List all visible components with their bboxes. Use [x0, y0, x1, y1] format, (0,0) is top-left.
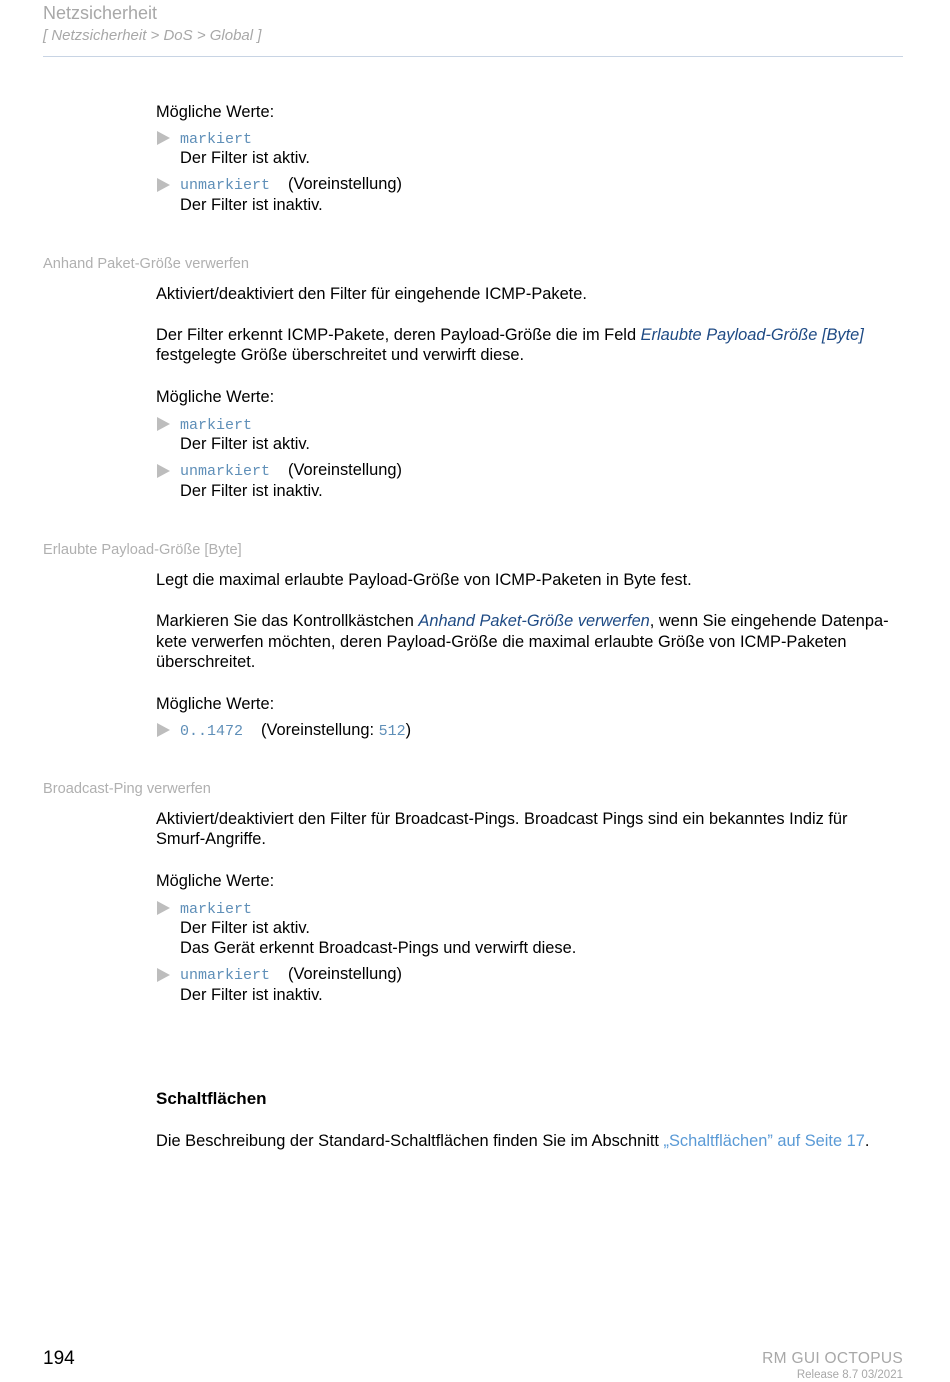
broadcast-desc1: Aktiviert/deaktiviert den Filter für Broadcast-Pings. Broadcast Pings sind ein bekanntes Indiz für [156, 810, 848, 828]
packet-size-desc2-line2: festgelegte Größe überschreitet und verwirft diese. [156, 346, 525, 364]
bullet-arrow-icon [157, 723, 170, 737]
value-unchecked-desc: Der Filter ist inaktiv. [180, 986, 323, 1004]
payload-size-desc2: Markieren Sie das Kontrollkästchen Anhand Paket-Größe verwerfen, wenn Sie eingehende Datenpa- [156, 612, 889, 630]
payload-size-desc2-line3: überschreitet. [156, 653, 256, 671]
value-checked: markiert [180, 417, 253, 434]
section-label-broadcast: Broadcast-Ping verwerfen [43, 781, 211, 797]
footer-product: RM GUI OCTOPUS [762, 1350, 903, 1367]
bullet-arrow-icon [157, 178, 170, 192]
value-checked-desc: Der Filter ist aktiv. [180, 149, 310, 167]
bullet-arrow-icon [157, 464, 170, 478]
page-number: 194 [43, 1348, 75, 1369]
section-label-packet-size: Anhand Paket-Größe verwerfen [43, 256, 250, 272]
bullet-arrow-icon [157, 968, 170, 982]
value-checked-desc: Der Filter ist aktiv. [180, 919, 310, 937]
header-title: Netzsicherheit [43, 3, 158, 23]
packet-size-desc2: Der Filter erkennt ICMP-Pakete, deren Payload-Größe die im Feld Erlaubte Payload-Größe [Byte] [156, 326, 864, 344]
section-label-payload-size: Erlaubte Payload-Größe [Byte] [43, 542, 242, 558]
value-range: 0..1472 (Voreinstellung: 512) [180, 721, 412, 740]
bullet-arrow-icon [157, 901, 170, 915]
payload-size-desc2-line2: kete verwerfen möchten, deren Payload-Größe die maximal erlaubte Größe von ICMP-Paketen [156, 633, 847, 651]
page-link[interactable]: „Schaltflächen” auf Seite 17 [663, 1132, 865, 1150]
bullet-arrow-icon [157, 131, 170, 145]
value-unchecked-desc: Der Filter ist inaktiv. [180, 196, 323, 214]
footer-release: Release 8.7 03/2021 [796, 1369, 903, 1381]
value-checked-desc2: Das Gerät erkennt Broadcast-Pings und verwirft diese. [180, 939, 577, 957]
possible-values-label: Mögliche Werte: [156, 872, 275, 890]
value-checked-desc: Der Filter ist aktiv. [180, 435, 310, 453]
possible-values-label: Mögliche Werte: [156, 103, 275, 121]
value-unchecked: unmarkiert (Voreinstellung) [180, 461, 402, 480]
value-unchecked: unmarkiert (Voreinstellung) [180, 965, 402, 984]
breadcrumb: [ Netzsicherheit > DoS > Global ] [43, 27, 262, 44]
buttons-desc: Die Beschreibung der Standard-Schaltflächen finden Sie im Abschnitt „Schaltflächen” auf Seite 17. [156, 1132, 870, 1150]
value-checked: markiert [180, 131, 253, 148]
payload-size-desc1: Legt die maximal erlaubte Payload-Größe von ICMP-Paketen in Byte fest. [156, 571, 692, 589]
value-unchecked-desc: Der Filter ist inaktiv. [180, 482, 323, 500]
possible-values-label: Mögliche Werte: [156, 695, 275, 713]
bullet-arrow-icon [157, 417, 170, 431]
header-divider [43, 56, 903, 57]
possible-values-label: Mögliche Werte: [156, 388, 275, 406]
value-checked: markiert [180, 901, 253, 918]
packet-size-desc1: Aktiviert/deaktiviert den Filter für eingehende ICMP-Pakete. [156, 285, 587, 303]
broadcast-desc1-line2: Smurf-Angriffe. [156, 830, 266, 848]
section-heading-buttons: Schaltflächen [156, 1089, 267, 1108]
value-unchecked: unmarkiert (Voreinstellung) [180, 175, 402, 194]
